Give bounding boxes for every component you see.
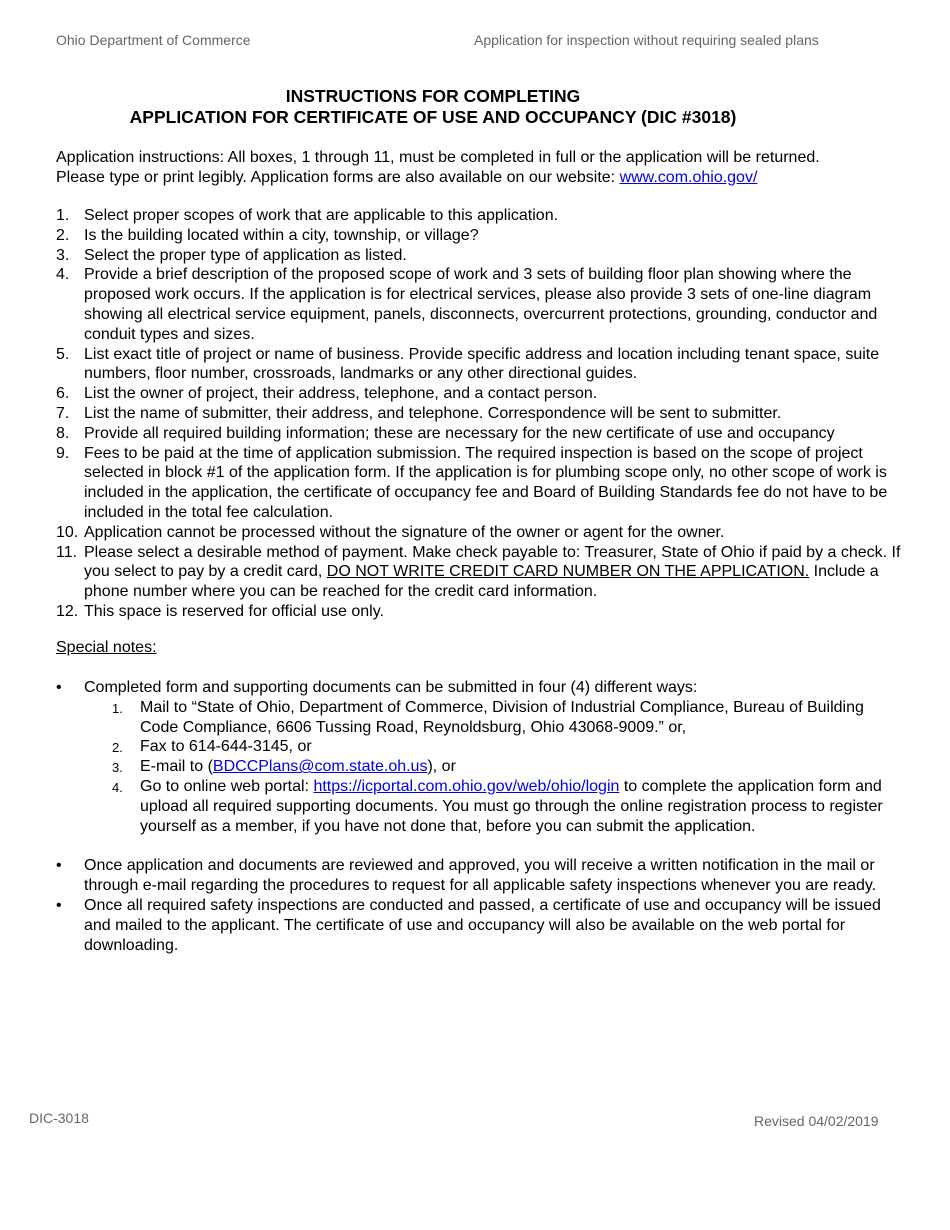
instruction-text: Provide a brief description of the proposed scope of work and 3 sets of building floor plan showing where the proposed work occurs. If the application is for electrical services, please also provide 3 sets of one-line diagram showing all electrical service equipment, panels, disconnects, overcurrent protections, grounding, conductor and conduit types and sizes.	[84, 266, 878, 343]
instruction-number: 4.	[56, 266, 70, 284]
intro-line-1: Application instructions: All boxes, 1 through 11, must be completed in full or the application will be returned.	[56, 149, 820, 166]
submission-method-email	[84, 757, 906, 777]
instruction-item-1	[56, 206, 906, 226]
instruction-item-2	[56, 226, 906, 246]
instruction-number: 6.	[56, 385, 70, 403]
instruction-item-9	[56, 444, 906, 523]
instruction-text: Provide all required building information; these are necessary for the new certificate of use and occupancy	[84, 424, 835, 442]
instruction-text: Select proper scopes of work that are applicable to this application.	[84, 207, 559, 224]
instruction-item-6	[56, 384, 906, 404]
instruction-item-7	[56, 404, 906, 424]
bullet-icon: •	[56, 896, 62, 914]
special-notes-list	[56, 678, 906, 955]
submission-method-mail	[84, 698, 906, 738]
header-agency: Ohio Department of Commerce	[56, 32, 251, 48]
instruction-text: List the name of submitter, their address, and telephone. Correspondence will be sent to submitter.	[84, 404, 782, 422]
note-text: Once all required safety inspections are conducted and passed, a certificate of use and occupancy will be issued and mailed to the applicant. The certificate of use and occupancy will also be available on the web portal for downloading.	[84, 896, 881, 954]
instruction-item-3	[56, 246, 906, 266]
method-text: Mail to “State of Ohio, Department of Commerce, Division of Industrial Compliance, Bureau of Building Code Compliance, 6606 Tussing Road, Reynoldsburg, Ohio 43068-9009.” or,	[140, 698, 864, 736]
instructions-list	[56, 206, 906, 622]
bullet-icon: •	[56, 857, 62, 875]
instruction-text: This space is reserved for official use only.	[84, 602, 384, 620]
instruction-item-4	[56, 265, 906, 344]
instruction-item-11	[56, 543, 906, 602]
method-number: 4.	[112, 779, 123, 795]
note-text: Completed form and supporting documents can be submitted in four (4) different ways:	[84, 679, 698, 696]
special-notes-heading: Special notes:	[56, 639, 157, 656]
note-certificate-issued	[56, 896, 906, 955]
note-text: Once application and documents are reviewed and approved, you will receive a written notification in the mail or through e-mail regarding the procedures to request for all applicable safety inspections whenever you are ready.	[84, 857, 877, 895]
method-text: Go to online web portal:	[140, 777, 314, 795]
instruction-text: Please select a desirable method of payment. Make check payable to: Treasurer, State of Ohio if paid by a check. If you select to pay by a credit card,	[84, 543, 901, 581]
instruction-text: Fees to be paid at the time of application submission. The required inspection is based on the scope of project selected in block #1 of the application form. If the application is for plumbing scope only, no other scope of work is included in the application, the certificate of occupancy fee and Board of Building Standards fee do not have to be included in the total fee calculation.	[84, 444, 888, 521]
instruction-number: 7.	[56, 404, 70, 422]
instruction-text: Is the building located within a city, township, or village?	[84, 226, 479, 244]
instruction-item-12	[56, 602, 906, 622]
method-text-suffix: ), or	[427, 758, 456, 776]
method-text: Fax to 614-644-3145, or	[140, 738, 312, 756]
instruction-text: List the owner of project, their address, telephone, and a contact person.	[84, 385, 598, 403]
document-title	[0, 86, 866, 128]
instruction-item-10	[56, 523, 906, 543]
instruction-number: 8.	[56, 424, 70, 442]
method-text-suffix: to complete the application form and upload all required supporting documents. You must go through the online registration process to register yourself as a member, if you have not done that, before you can submit the application.	[140, 777, 883, 835]
email-link[interactable]: BDCCPlans@com.state.oh.us	[212, 758, 428, 776]
website-link[interactable]: www.com.ohio.gov/	[619, 168, 758, 186]
intro-line-2	[56, 168, 906, 188]
intro-line-2-text: Please type or print legibly. Application forms are also available on our website:	[56, 168, 620, 186]
instruction-number: 3.	[56, 246, 70, 264]
header-form-description: Application for inspection without requiring sealed plans	[474, 32, 819, 48]
submission-method-fax	[84, 737, 906, 757]
method-number: 3.	[112, 760, 123, 776]
instruction-item-5	[56, 345, 906, 385]
method-number: 1.	[112, 700, 123, 716]
instruction-text-after: Include a phone number where you can be reached for the credit card information.	[84, 563, 879, 601]
title-line-2: APPLICATION FOR CERTIFICATE OF USE AND OCCUPANCY (DIC #3018)	[129, 107, 737, 127]
instruction-item-8	[56, 424, 906, 444]
instruction-number: 12.	[56, 602, 79, 620]
instruction-text: List exact title of project or name of business. Provide specific address and location including tenant space, suite numbers, floor number, crossroads, landmarks or any other directional guides.	[84, 345, 880, 383]
instruction-number: 9.	[56, 444, 70, 462]
instruction-number: 1.	[56, 207, 70, 224]
instruction-number: 2.	[56, 226, 70, 244]
portal-link[interactable]: https://icportal.com.ohio.gov/web/ohio/login	[313, 777, 620, 795]
method-text: E-mail to (	[140, 758, 213, 776]
instruction-text: Select the proper type of application as listed.	[84, 246, 407, 264]
submission-method-portal	[84, 777, 906, 836]
note-review-approval	[56, 856, 906, 896]
bullet-icon: •	[56, 679, 62, 696]
method-number: 2.	[112, 740, 123, 756]
instruction-text: Application cannot be processed without the signature of the owner or agent for the owner.	[84, 523, 725, 541]
submission-methods-list	[84, 698, 906, 837]
footer-form-number: DIC-3018	[29, 1110, 89, 1126]
instruction-number: 10.	[56, 523, 79, 541]
note-submission-methods	[56, 678, 906, 836]
footer-revision-date: Revised 04/02/2019	[754, 1113, 879, 1129]
instruction-number: 5.	[56, 345, 70, 363]
instruction-number: 11.	[56, 543, 78, 561]
credit-card-warning: DO NOT WRITE CREDIT CARD NUMBER ON THE APPLICATION.	[326, 563, 810, 581]
intro-paragraph	[56, 148, 906, 188]
title-line-1: INSTRUCTIONS FOR COMPLETING	[285, 86, 581, 106]
